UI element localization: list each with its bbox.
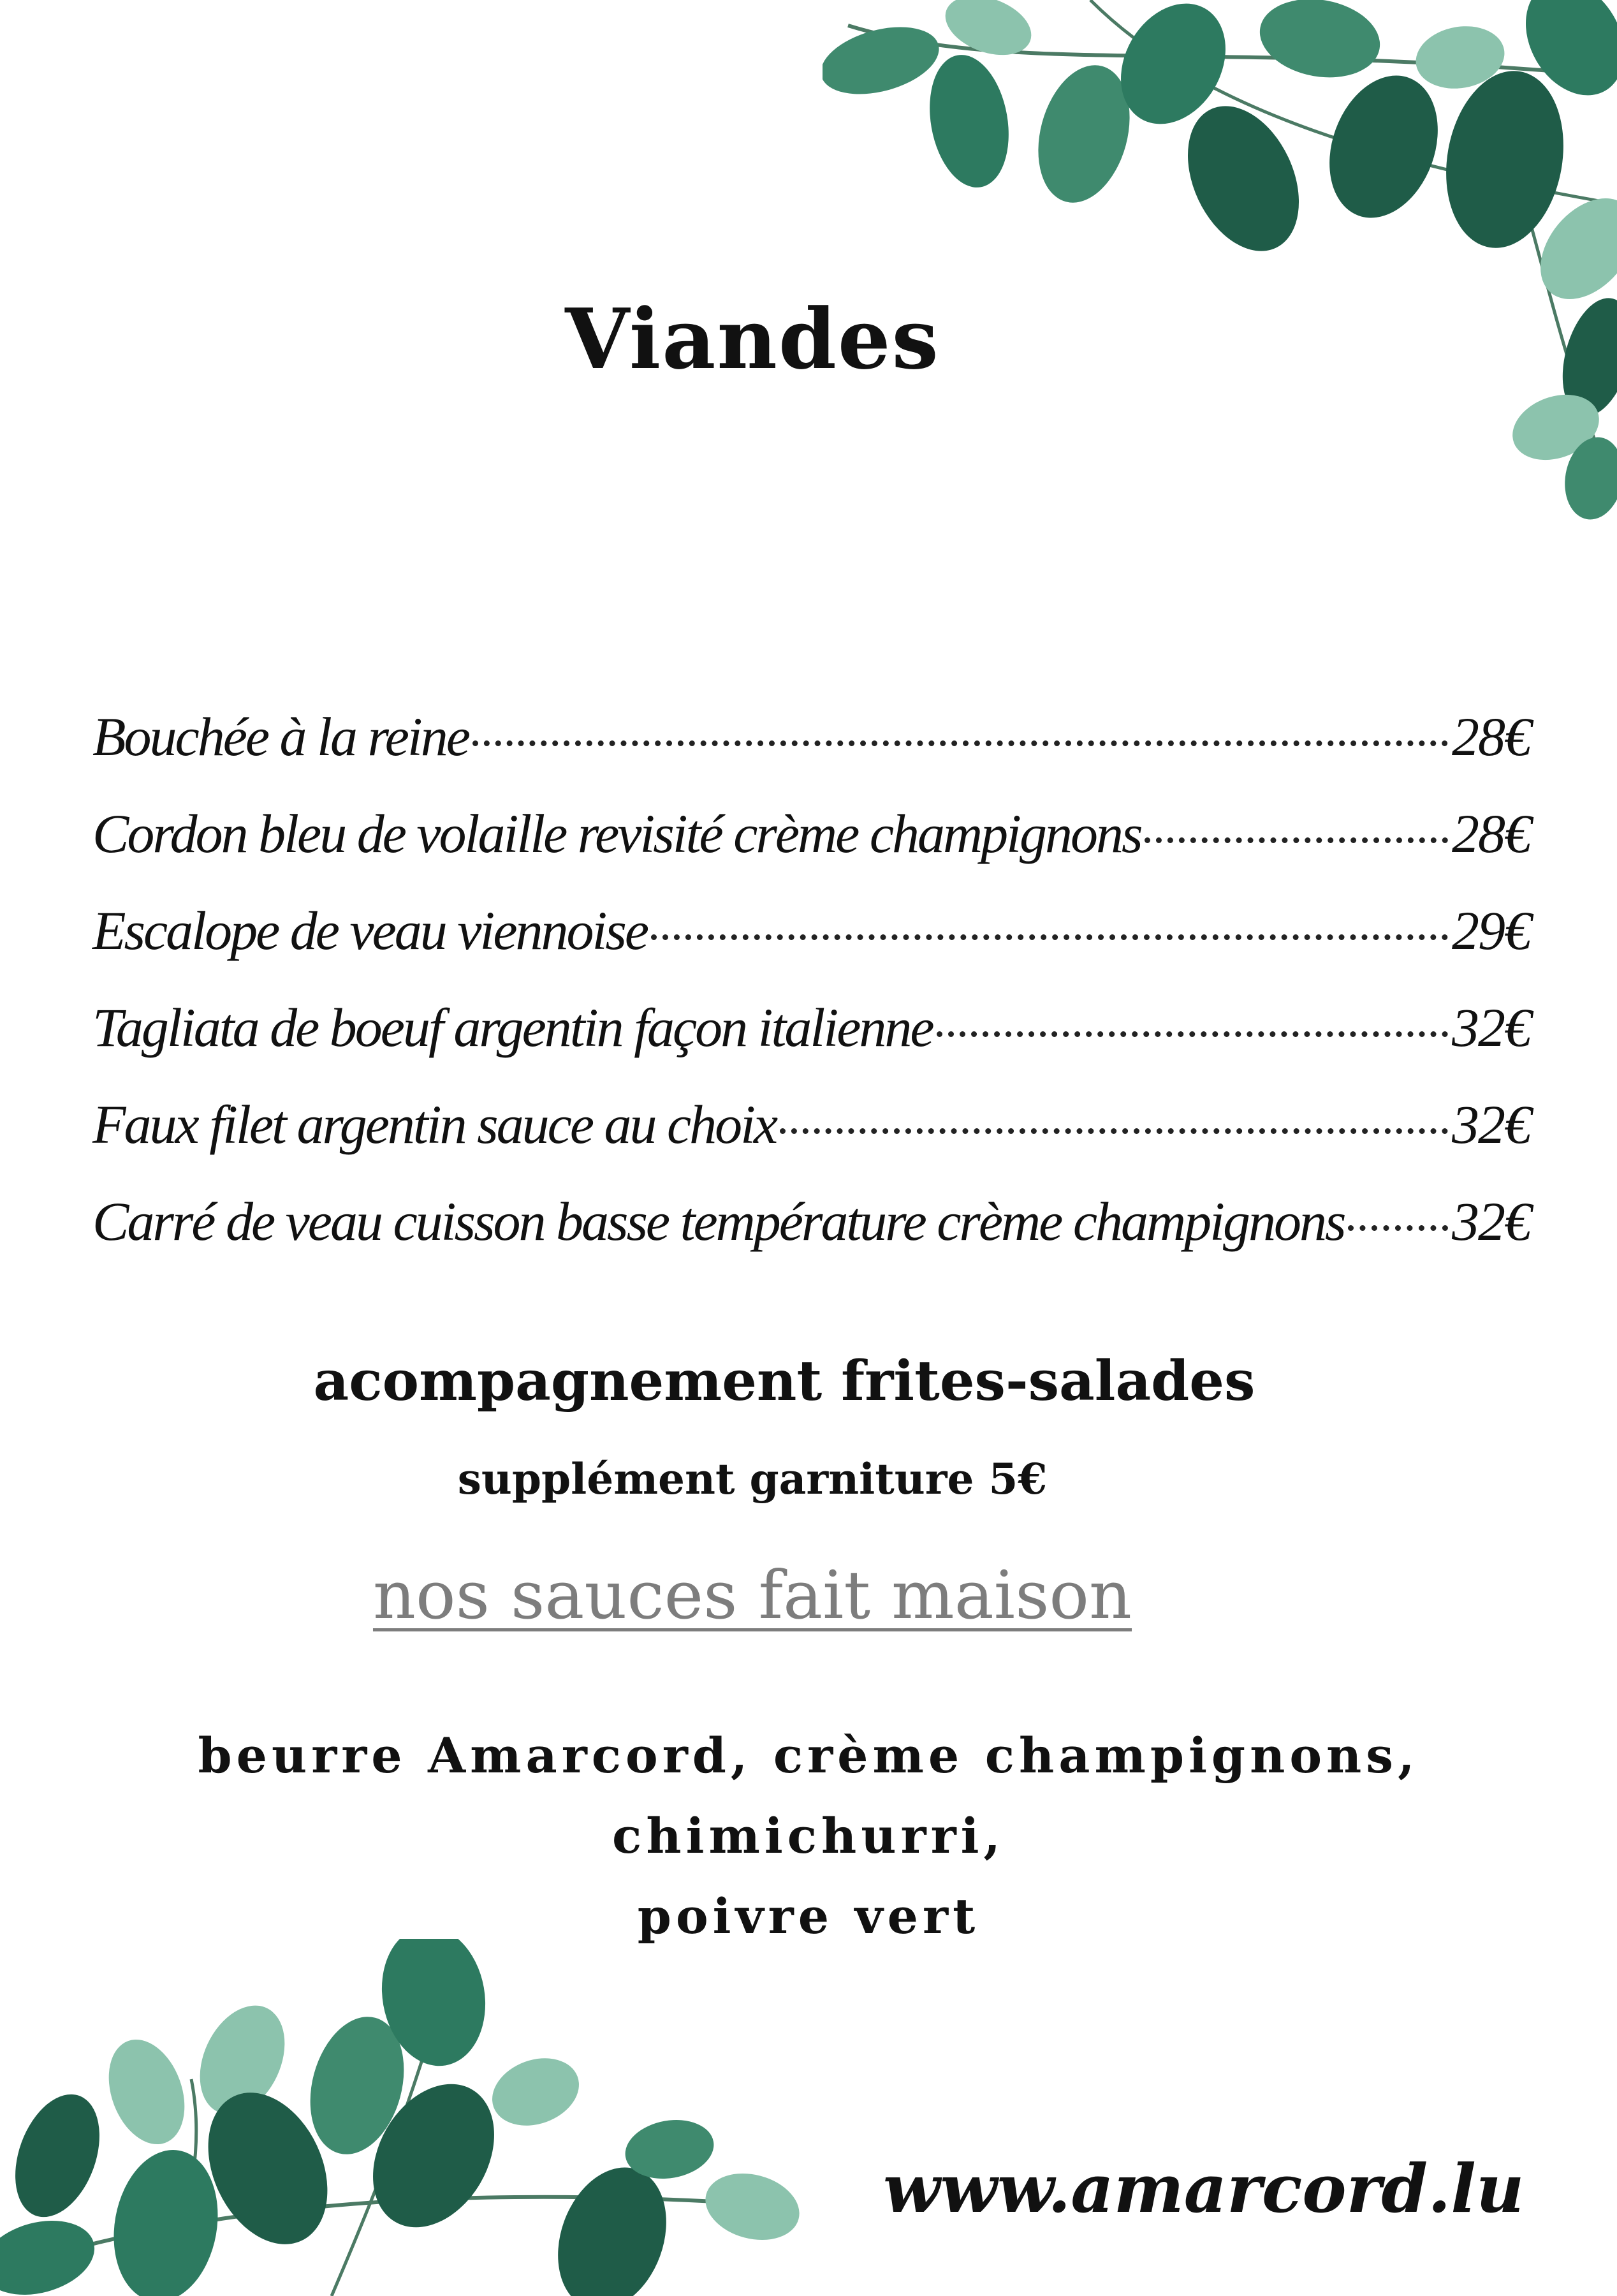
supplement-note: supplément garniture 5€: [457, 1454, 1048, 1504]
menu-item-name: Bouchée à la reine: [92, 706, 469, 767]
dotted-leader: [1348, 1225, 1448, 1231]
dotted-leader: [651, 934, 1448, 940]
menu-item-price: 32€: [1452, 1094, 1530, 1155]
dotted-leader: [472, 740, 1448, 746]
sauces-list: [0, 1716, 1617, 1957]
menu-item: [92, 1093, 1530, 1189]
menu-item-name: Tagliata de boeuf argentin façon italienne: [92, 997, 933, 1058]
menu-item-name: Carré de veau cuisson basse température crème champignons: [92, 1191, 1345, 1252]
website-link[interactable]: www.amarcord.lu: [883, 2149, 1525, 2228]
menu-item: [92, 1189, 1530, 1286]
dotted-leader: [1145, 837, 1448, 843]
menu-item-name: Escalope de veau viennoise: [92, 900, 648, 961]
menu-item-price: 28€: [1452, 706, 1530, 767]
menu-item-price: 32€: [1452, 997, 1530, 1058]
eucalyptus-leaves-bottom-decoration: [0, 1939, 829, 2296]
menu-item: [92, 996, 1530, 1093]
sauces-heading: nos sauces fait maison: [372, 1556, 1132, 1634]
menu-item-price: 28€: [1452, 803, 1530, 864]
sauces-list-line: poivre vert: [637, 1888, 980, 1945]
page-title: Viandes: [565, 290, 940, 388]
sauces-list-line: beurre Amarcord, crème champignons, chimichurri,: [198, 1727, 1419, 1864]
menu-item: [92, 705, 1530, 802]
menu-list: [92, 705, 1530, 1286]
menu-item: [92, 802, 1530, 899]
dotted-leader: [937, 1031, 1448, 1037]
eucalyptus-leaves-top-decoration: [823, 0, 1617, 523]
menu-item-name: Cordon bleu de volaille revisité crème champignons: [92, 803, 1141, 864]
menu-item-price: 29€: [1452, 900, 1530, 961]
menu-item-name: Faux filet argentin sauce au choix: [92, 1094, 777, 1155]
menu-item-price: 32€: [1452, 1191, 1530, 1252]
accompaniment-note: acompagnement frites-salades: [313, 1349, 1255, 1413]
dotted-leader: [780, 1128, 1448, 1134]
menu-item: [92, 899, 1530, 996]
